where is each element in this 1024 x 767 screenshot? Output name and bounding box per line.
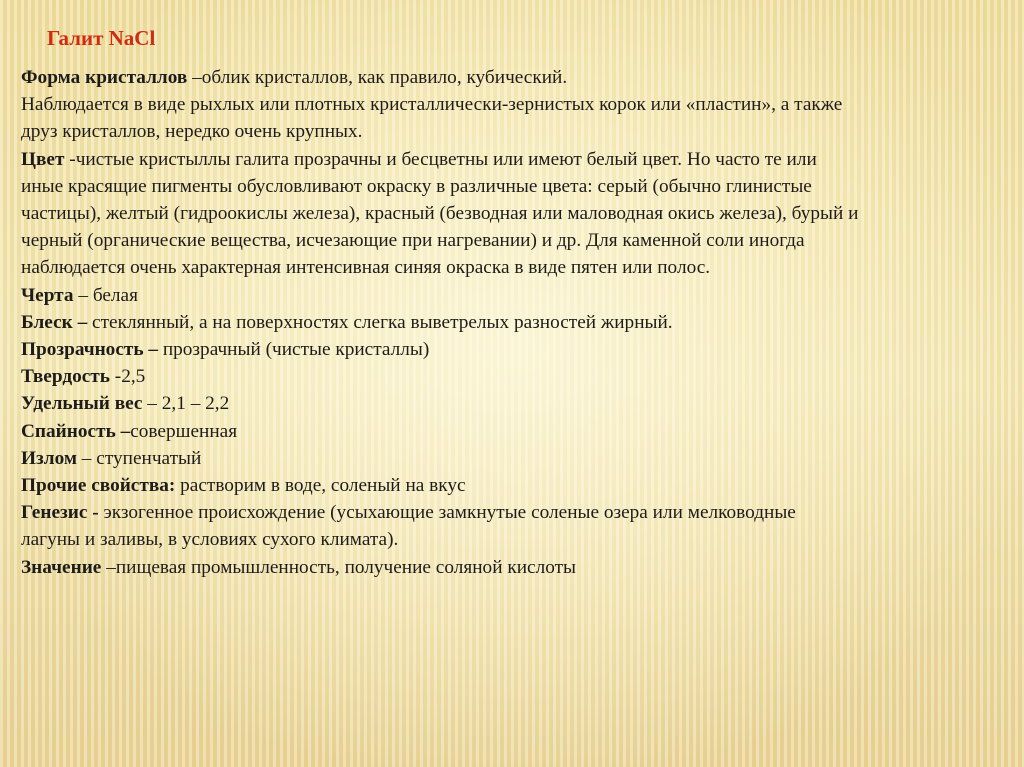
slide-body: [21, 64, 1011, 581]
text-line: [21, 254, 1011, 281]
text-line: [21, 118, 1011, 145]
property-text: растворим в воде, соленый на вкус: [175, 475, 466, 497]
text-line: [21, 173, 1011, 200]
property-text: -чистые кристыллы галита прозрачны и бесцветны или имеют белый цвет. Но часто те или: [64, 148, 817, 170]
property-text: – белая: [73, 284, 138, 306]
property-label: Прочие свойства:: [21, 475, 176, 497]
property-label: Удельный вес: [21, 393, 143, 415]
property-text: частицы), желтый (гидроокислы железа), красный (безводная или маловодная окись железа), бурый и: [21, 203, 859, 225]
property-text: лагуны и заливы, в условиях сухого климата).: [21, 529, 399, 551]
property-label: Блеск –: [21, 311, 88, 333]
property-text: стеклянный, а на поверхностях слегка выветрелых разностей жирный.: [87, 311, 673, 333]
text-line: [21, 336, 1011, 363]
property-text: –пищевая промышленность, получение соляной кислоты: [101, 556, 576, 578]
property-label: Генезис -: [21, 502, 99, 524]
text-line: [21, 282, 1011, 309]
text-line: [21, 146, 1011, 173]
property-text: черный (органические вещества, исчезающие при нагревании) и др. Для каменной соли иногда: [21, 230, 805, 252]
property-label: Излом: [21, 447, 77, 469]
property-label: Форма кристаллов: [21, 67, 188, 88]
property-label: Цвет: [21, 148, 65, 170]
text-line: [21, 363, 1011, 390]
property-text: –облик кристаллов, как правило, кубический.: [187, 67, 568, 88]
text-line: [21, 200, 1011, 227]
property-text: иные красящие пигменты обусловливают окраску в различные цвета: серый (обычно глинистые: [21, 175, 812, 197]
property-text: экзогенное происхождение (усыхающие замкнутые соленые озера или мелководные: [98, 502, 796, 524]
property-text: прозрачный (чистые кристаллы): [158, 339, 430, 361]
text-line: [21, 91, 1011, 118]
slide-title: Галит NaCl: [47, 26, 156, 50]
property-label: Прозрачность –: [21, 339, 159, 361]
text-line: [21, 445, 1011, 472]
property-text: Наблюдается в виде рыхлых или плотных кристаллически-зернистых корок или «пластин», а также: [21, 94, 843, 116]
property-text: -2,5: [109, 366, 146, 388]
text-line: [21, 418, 1011, 445]
property-label: Значение: [21, 556, 102, 578]
text-line: [21, 526, 1011, 553]
property-text: наблюдается очень характерная интенсивная синяя окраска в виде пятен или полос.: [21, 257, 711, 279]
text-line: [21, 554, 1011, 581]
text-line: [21, 64, 1011, 91]
property-text: друз кристаллов, нередко очень крупных.: [21, 121, 363, 143]
text-line: [21, 227, 1011, 254]
text-line: [21, 390, 1011, 417]
property-label: Твердость: [21, 366, 110, 388]
text-line: [21, 309, 1011, 336]
text-line: [21, 472, 1011, 499]
property-label: Спайность –: [21, 420, 131, 442]
property-text: совершенная: [130, 420, 238, 442]
property-label: Черта: [21, 284, 74, 306]
property-text: – 2,1 – 2,2: [142, 393, 230, 415]
property-text: – ступенчатый: [76, 447, 202, 469]
text-line: [21, 499, 1011, 526]
